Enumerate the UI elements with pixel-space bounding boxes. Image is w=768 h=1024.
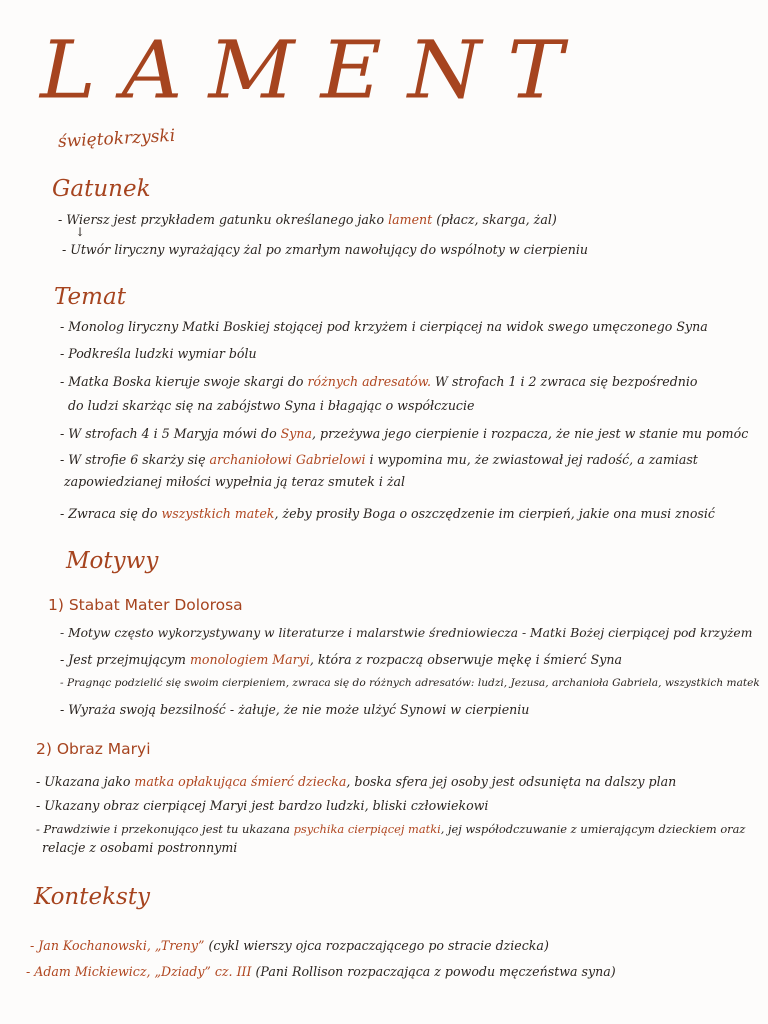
- obraz-line-4: relacje z osobami postronnymi: [42, 840, 238, 855]
- section-title-gatunek: Gatunek: [52, 176, 151, 202]
- page-title: LAMENT: [40, 23, 590, 117]
- gatunek-line-2: - Utwór liryczny wyrażający żal po zmarłym nawołujący do wspólnoty w cierpieniu: [62, 242, 588, 257]
- stabat-line-2: - Jest przejmującym monologiem Maryi, która z rozpaczą obserwuje mękę i śmierć Syna: [60, 652, 622, 667]
- subsection-title-stabat: 1) Stabat Mater Dolorosa: [48, 596, 243, 614]
- konteksty-line-2: - Adam Mickiewicz, „Dziady” cz. III (Pani Rollison rozpaczająca z powodu męczeństwa syna): [26, 964, 616, 979]
- konteksty-line-1: - Jan Kochanowski, „Treny” (cykl wierszy ojca rozpaczającego po stracie dziecka): [30, 938, 549, 953]
- temat-line-3: - Matka Boska kieruje swoje skargi do różnych adresatów. W strofach 1 i 2 zwraca się bezpośrednio: [60, 374, 698, 389]
- temat-line-8: - Zwraca się do wszystkich matek, żeby prosiły Boga o oszczędzenie im cierpień, jakie ona musi znosić: [60, 506, 715, 521]
- gatunek-line-1: - Wiersz jest przykładem gatunku określanego jako lament (płacz, skarga, żal): [58, 212, 557, 227]
- obraz-line-3: - Prawdziwie i przekonująco jest tu ukazana psychika cierpiącej matki, jej współodczuwanie z umierającym dzieckiem oraz: [36, 822, 746, 836]
- temat-line-7: zapowiedzianej miłości wypełnia ją teraz smutek i żal: [64, 474, 406, 489]
- section-title-konteksty: Konteksty: [34, 884, 151, 910]
- subsection-title-obraz: 2) Obraz Maryi: [36, 740, 151, 758]
- temat-line-6: - W strofie 6 skarży się archaniołowi Gabrielowi i wypomina mu, że zwiastował jej radość, a zamiast: [60, 452, 698, 467]
- page-subtitle: świętokrzyski: [57, 125, 176, 152]
- stabat-line-1: - Motyw często wykorzystywany w literaturze i malarstwie średniowiecza - Matki Bożej cierpiącej pod krzyżem: [60, 626, 753, 640]
- temat-line-4: do ludzi skarżąc się na zabójstwo Syna i błagając o współczucie: [68, 398, 475, 413]
- temat-line-5: - W strofach 4 i 5 Maryja mówi do Syna, przeżywa jego cierpienie i rozpacza, że nie jest w stanie mu pomóc: [60, 426, 749, 441]
- temat-line-1: - Monolog liryczny Matki Boskiej stojącej pod krzyżem i cierpiącej na widok swego umęczonego Syna: [60, 319, 708, 334]
- section-title-motywy: Motywy: [66, 548, 159, 574]
- temat-line-2: - Podkreśla ludzki wymiar bólu: [60, 346, 257, 361]
- stabat-line-4: - Wyraża swoją bezsilność - żałuje, że nie może ulżyć Synowi w cierpieniu: [60, 702, 530, 717]
- obraz-line-1: - Ukazana jako matka opłakująca śmierć dziecka, boska sfera jej osoby jest odsunięta na dalszy plan: [36, 774, 677, 789]
- obraz-line-2: - Ukazany obraz cierpiącej Maryi jest bardzo ludzki, bliski człowiekowi: [36, 798, 489, 813]
- stabat-line-3: - Pragnąc podzielić się swoim cierpieniem, zwraca się do różnych adresatów: ludzi, Jezusa, archanioła Gabriela, wszystkich matek: [60, 677, 760, 689]
- arrow-down-icon: ↓: [75, 225, 86, 239]
- section-title-temat: Temat: [54, 284, 126, 310]
